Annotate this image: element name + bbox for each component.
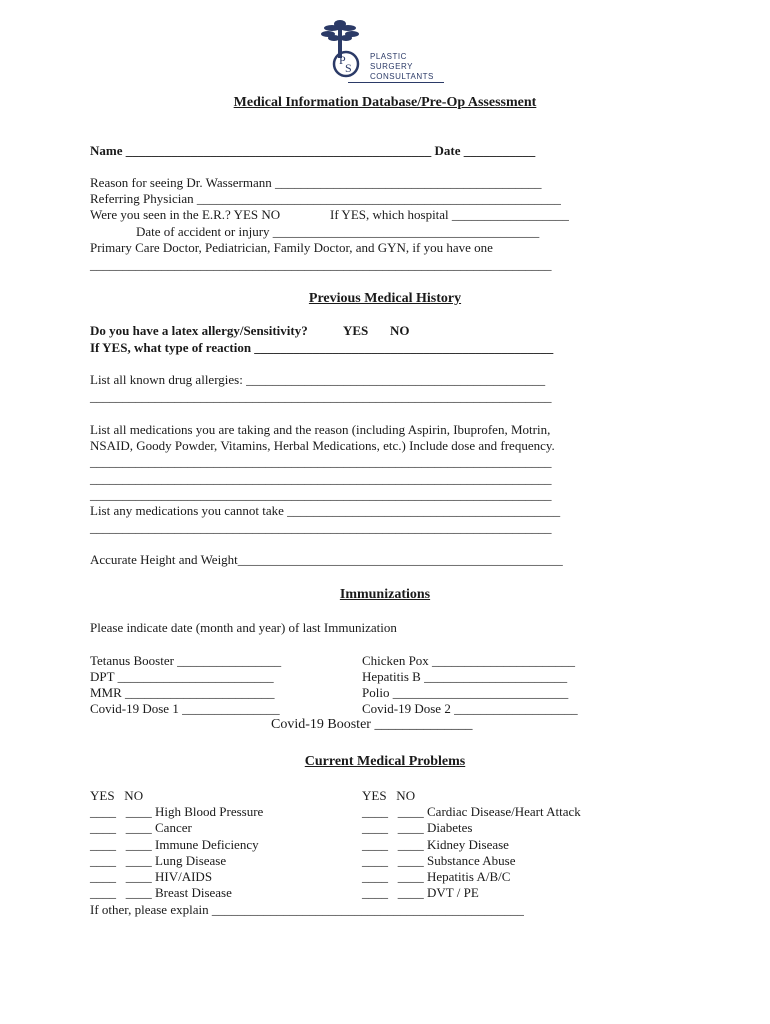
logo-monogram-p: P	[339, 53, 346, 67]
latex-allergy-question: Do you have a latex allergy/Sensitivity?	[90, 323, 308, 338]
er-seen-question[interactable]: Were you seen in the E.R.? YES NO	[90, 207, 281, 222]
medications-instruction-2: NSAID, Goody Powder, Vitamins, Herbal Medications, etc.) Include dose and frequency.	[90, 438, 555, 453]
other-explain-field[interactable]: If other, please explain ________________________________________________	[90, 902, 524, 917]
medications-line-2[interactable]: _______________________________________________________________________	[90, 471, 552, 486]
problem-diabetes[interactable]: ____ ____ Diabetes	[362, 820, 473, 835]
problem-lung-disease[interactable]: ____ ____ Lung Disease	[90, 853, 227, 868]
problem-substance-abuse[interactable]: ____ ____ Substance Abuse	[362, 853, 516, 868]
reason-field[interactable]: Reason for seeing Dr. Wassermann _________________________________________	[90, 175, 542, 190]
immunization-instruction: Please indicate date (month and year) of last Immunization	[90, 620, 397, 635]
medications-instruction-1: List all medications you are taking and the reason (including Aspirin, Ibuprofen, Motrin,	[90, 422, 551, 437]
problem-hiv-aids[interactable]: ____ ____ HIV/AIDS	[90, 869, 213, 884]
logo-line1: PLASTIC	[370, 52, 407, 61]
problem-kidney-disease[interactable]: ____ ____ Kidney Disease	[362, 837, 509, 852]
section-current-medical-problems: Current Medical Problems	[304, 754, 466, 769]
section-previous-medical-history: Previous Medical History	[308, 291, 462, 306]
primary-care-label: Primary Care Doctor, Pediatrician, Family Doctor, and GYN, if you have one	[90, 240, 493, 255]
latex-reaction-field[interactable]: If YES, what type of reaction ______________________________________________	[90, 340, 554, 355]
drug-allergies-field[interactable]: List all known drug allergies: ______________________________________________	[90, 372, 546, 387]
drug-allergies-line[interactable]: _______________________________________________________________________	[90, 389, 552, 404]
immunization-mmr[interactable]: MMR _______________________	[90, 685, 275, 700]
immunization-dpt[interactable]: DPT ________________________	[90, 669, 274, 684]
immunization-polio[interactable]: Polio ___________________________	[362, 685, 569, 700]
latex-no-option[interactable]: NO	[390, 323, 410, 338]
problem-cancer[interactable]: ____ ____ Cancer	[90, 820, 192, 835]
immunization-covid-dose1[interactable]: Covid-19 Dose 1 _______________	[90, 701, 280, 716]
medications-line-1[interactable]: _______________________________________________________________________	[90, 454, 552, 469]
logo-underline	[348, 82, 444, 83]
primary-care-field[interactable]: _______________________________________________________________________	[90, 257, 552, 272]
logo	[318, 14, 448, 86]
problem-immune-deficiency[interactable]: ____ ____ Immune Deficiency	[90, 837, 259, 852]
height-weight-field[interactable]: Accurate Height and Weight__________________________________________________	[90, 552, 563, 567]
er-hospital-field[interactable]: If YES, which hospital __________________	[330, 207, 569, 222]
logo-line2: SURGERY	[370, 62, 413, 71]
immunization-covid-booster[interactable]: Covid-19 Booster ______________	[271, 717, 473, 732]
problem-cardiac-disease[interactable]: ____ ____ Cardiac Disease/Heart Attack	[362, 804, 581, 819]
name-date-field[interactable]: Name _______________________________________________ Date ___________	[90, 143, 536, 158]
immunization-covid-dose2[interactable]: Covid-19 Dose 2 ___________________	[362, 701, 578, 716]
cannot-take-field[interactable]: List any medications you cannot take __________________________________________	[90, 503, 561, 518]
problems-right-header: YES NO	[362, 788, 416, 803]
problems-left-header: YES NO	[90, 788, 144, 803]
problem-breast-disease[interactable]: ____ ____ Breast Disease	[90, 885, 232, 900]
immunization-hepatitis-b[interactable]: Hepatitis B ______________________	[362, 669, 568, 684]
page-title: Medical Information Database/Pre-Op Assessment	[233, 95, 537, 110]
referring-physician-field[interactable]: Referring Physician ________________________________________________________	[90, 191, 561, 206]
medications-line-3[interactable]: _______________________________________________________________________	[90, 487, 552, 502]
immunization-chicken-pox[interactable]: Chicken Pox ______________________	[362, 653, 576, 668]
problem-hepatitis[interactable]: ____ ____ Hepatitis A/B/C	[362, 869, 511, 884]
cannot-take-line[interactable]: _______________________________________________________________________	[90, 520, 552, 535]
logo-monogram-s: S	[345, 61, 352, 75]
problem-dvt-pe[interactable]: ____ ____ DVT / PE	[362, 885, 479, 900]
latex-yes-option[interactable]: YES	[343, 323, 369, 338]
logo-line3: CONSULTANTS	[370, 72, 434, 81]
immunization-tetanus[interactable]: Tetanus Booster ________________	[90, 653, 282, 668]
section-immunizations: Immunizations	[339, 587, 431, 602]
palm-tree-icon	[318, 14, 378, 86]
accident-date-field[interactable]: Date of accident or injury _________________________________________	[136, 224, 540, 239]
problem-high-blood-pressure[interactable]: ____ ____ High Blood Pressure	[90, 804, 264, 819]
